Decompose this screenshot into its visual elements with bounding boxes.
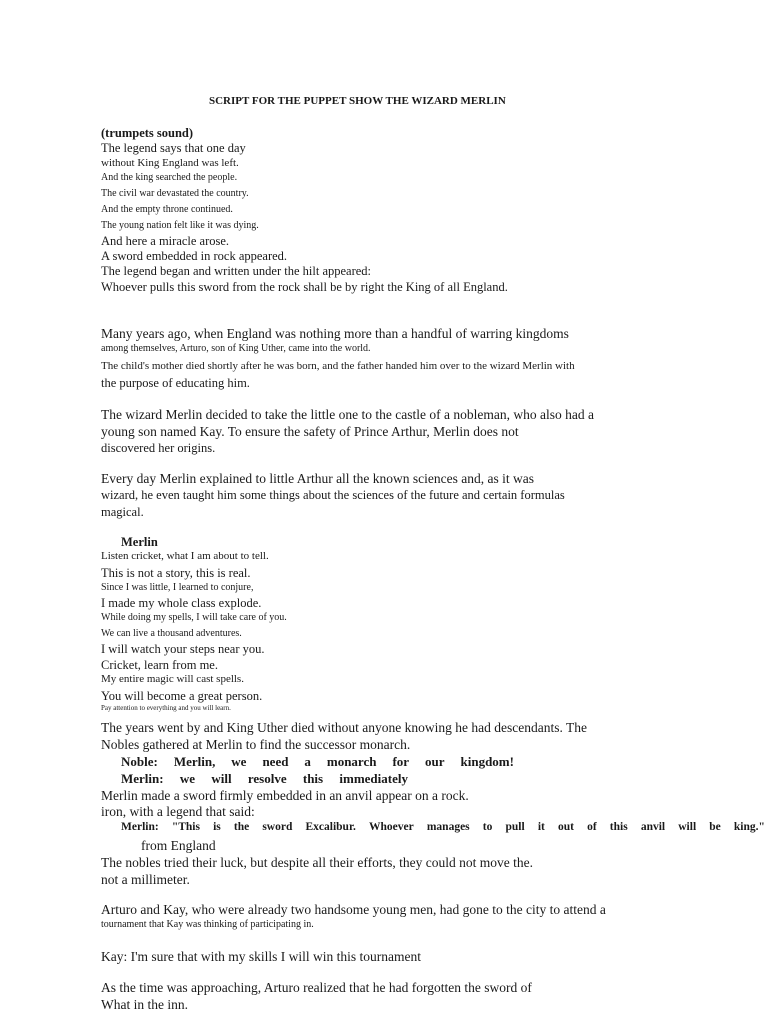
dialogue-word: to [482,821,493,833]
intro-line: The legend began and written under the hilt appeared: [101,264,372,278]
stage-direction: (trumpets sound) [101,126,194,140]
dialogue-word: anvil [640,821,666,833]
intro-line: The legend says that one day [101,141,246,155]
dialogue-word: this [302,771,324,786]
dialogue-word: Whoever [369,821,414,833]
intro-line: The civil war devastated the country. [101,188,249,199]
paragraph-line: Nobles gathered at Merlin to find the successor monarch. [101,737,411,752]
paragraph-line: The nobles tried their luck, but despite all their efforts, they could not move the. [101,855,534,870]
paragraph-line: iron, with a legend that said: [101,804,255,819]
dialogue-word: immediately [339,771,408,786]
song-line: My entire magic will cast spells. [101,673,244,685]
song-line: You will become a great person. [101,689,263,703]
paragraph-line: the purpose of educating him. [101,376,250,390]
paragraph-line: among themselves, Arturo, son of King Uther, came into the world. [101,343,371,354]
dialogue-continuation: from England [141,838,216,853]
dialogue-word: our [425,754,445,769]
dialogue-word: for [392,754,410,769]
paragraph-line: As the time was approaching, Arturo realized that he had forgotten the sword of [101,980,532,995]
paragraph-line: What in the inn. [101,997,188,1012]
speaker-label: Noble: [121,754,158,769]
dialogue-word: kingdom! [460,754,514,769]
dialogue-noble [121,755,514,768]
dialogue-word: Merlin, [173,754,216,769]
intro-line: And here a miracle arose. [101,234,230,248]
dialogue-word: manages [426,821,470,833]
dialogue-word: a [304,754,311,769]
paragraph-line: magical. [101,505,144,519]
dialogue-merlin [121,772,408,785]
dialogue-excalibur [121,822,765,834]
dialogue-word: monarch [326,754,377,769]
paragraph-line: not a millimeter. [101,872,190,887]
dialogue-word: the [233,821,250,833]
dialogue-word: will [211,771,232,786]
dialogue-word: need [262,754,289,769]
song-line: I made my whole class explode. [101,596,262,610]
paragraph-line: young son named Kay. To ensure the safety of Prince Arthur, Merlin does not [101,424,519,439]
dialogue-word: king." [733,821,765,833]
paragraph-line: wizard, he even taught him some things about the sciences of the future and certain formulas [101,488,565,502]
paragraph-line: The wizard Merlin decided to take the little one to the castle of a nobleman, who also had a [101,407,594,422]
dialogue-word: we [231,754,247,769]
dialogue-word: will [678,821,697,833]
dialogue-word: this [609,821,628,833]
song-line: We can live a thousand adventures. [101,628,242,639]
paragraph-line: Arturo and Kay, who were already two handsome young men, had gone to the city to attend a [101,902,606,917]
dialogue-word: Excalibur. [305,821,356,833]
intro-line: And the king searched the people. [101,172,238,183]
paragraph-line: discovered her origins. [101,441,216,455]
dialogue-word: is [213,821,221,833]
song-line: This is not a story, this is real. [101,566,251,580]
intro-line: without King England was left. [101,157,239,169]
dialogue-kay: Kay: I'm sure that with my skills I will win this tournament [101,949,422,964]
dialogue-word: sword [262,821,293,833]
dialogue-word: resolve [247,771,287,786]
dialogue-word: out [557,821,574,833]
dialogue-word: it [537,821,545,833]
speaker-heading: Merlin [121,535,158,549]
paragraph-line: The years went by and King Uther died without anyone knowing he had descendants. The [101,720,587,735]
song-line: Pay attention to everything and you will learn. [101,704,231,712]
paragraph-line: Merlin made a sword firmly embedded in an anvil appear on a rock. [101,788,469,803]
song-line: I will watch your steps near you. [101,642,265,656]
dialogue-word: be [709,821,721,833]
song-line: Since I was little, I learned to conjure, [101,582,254,593]
dialogue-word: of [587,821,597,833]
dialogue-word: we [179,771,196,786]
speaker-label: Merlin: [121,771,164,786]
paragraph-line: Every day Merlin explained to little Arthur all the known sciences and, as it was [101,471,535,486]
intro-line: A sword embedded in rock appeared. [101,249,288,263]
intro-line: And the empty throne continued. [101,204,233,215]
paragraph-line: Many years ago, when England was nothing more than a handful of warring kingdoms [101,326,569,341]
dialogue-word: "This [171,821,200,833]
intro-line: The young nation felt like it was dying. [101,220,259,231]
song-line: Listen cricket, what I am about to tell. [101,550,269,562]
paragraph-line: The child's mother died shortly after he was born, and the father handed him over to the wizard Merlin with [101,360,575,372]
song-line: While doing my spells, I will take care of you. [101,612,287,623]
song-line: Cricket, learn from me. [101,658,218,672]
speaker-label: Merlin: [121,821,159,833]
page-title: SCRIPT FOR THE PUPPET SHOW THE WIZARD MERLIN [209,95,506,107]
paragraph-line: tournament that Kay was thinking of participating in. [101,919,314,930]
dialogue-word: pull [505,821,525,833]
intro-line: Whoever pulls this sword from the rock shall be by right the King of all England. [101,280,508,294]
